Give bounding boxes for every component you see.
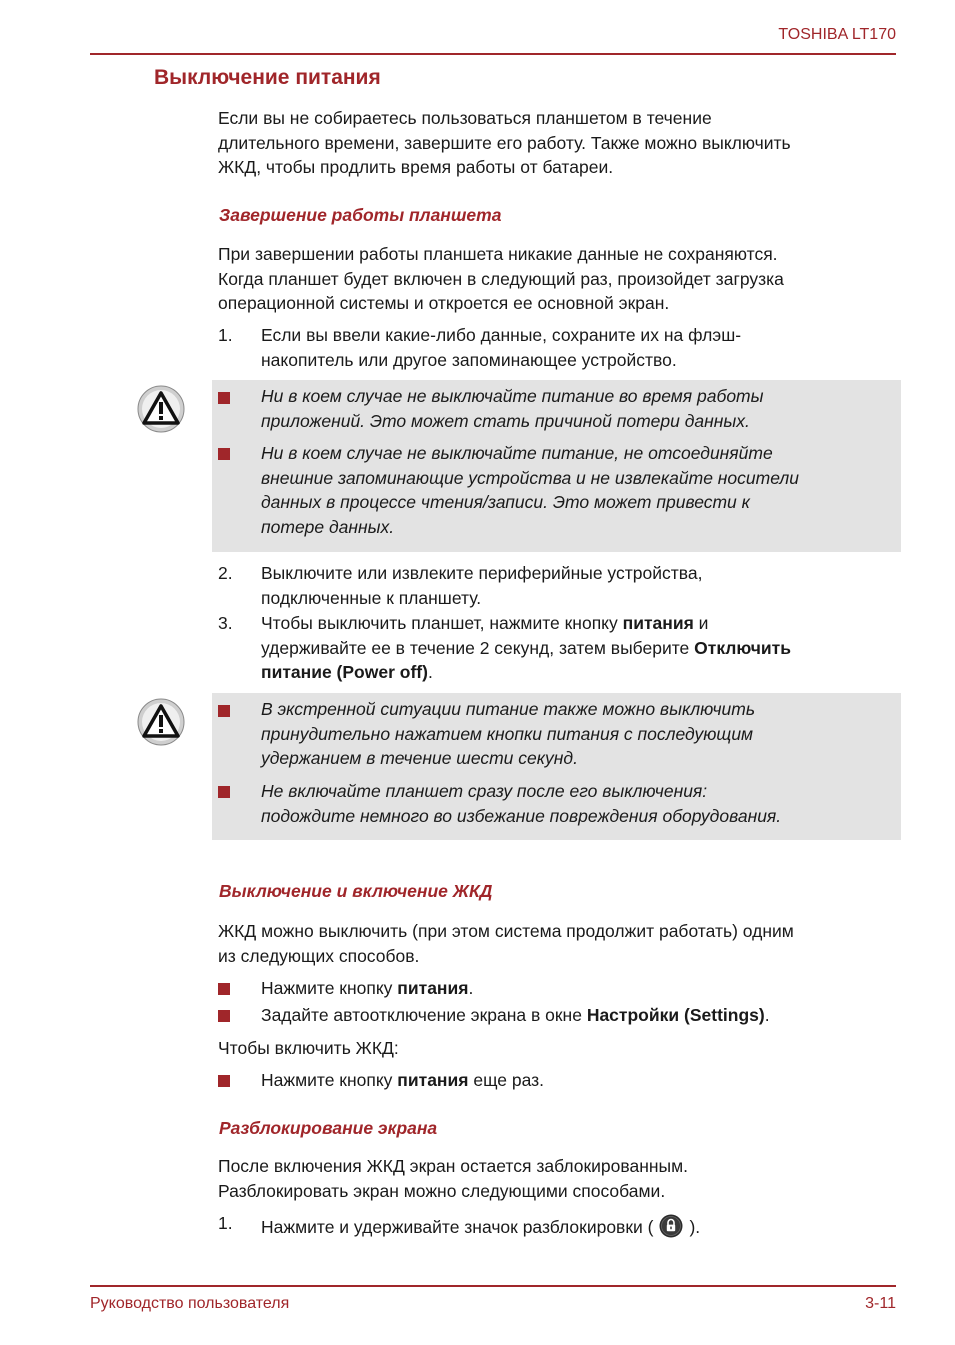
power-off-term: питание (Power off): [261, 662, 428, 682]
text-span: еще раз.: [468, 1070, 545, 1090]
text-line: [261, 660, 901, 685]
bullet-marker: [218, 1075, 230, 1087]
step-text: [261, 323, 901, 372]
text-line: Ни в коем случае не выключайте питание во время работы: [261, 386, 764, 406]
bullet-marker: [218, 786, 230, 798]
text-line: Если вы ввели какие-либо данные, сохраните их на флэш-: [261, 325, 742, 345]
warning-icon: [137, 385, 185, 433]
step-number: 1.: [218, 325, 233, 345]
step-number: 1.: [218, 1213, 233, 1233]
lock-icon: [659, 1214, 683, 1238]
step-text: [261, 1215, 901, 1240]
text-span: ).: [689, 1217, 701, 1237]
step-number: 3.: [218, 613, 233, 633]
warning-note: [212, 380, 901, 552]
step-text: [261, 611, 901, 685]
warning-icon: [137, 698, 185, 746]
text-line: потере данных.: [261, 516, 395, 537]
text-span: удерживайте ее в течение 2 секунд, затем выберите: [261, 637, 695, 658]
intro-paragraph: [218, 106, 898, 180]
text-line: Если вы не собираетесь пользоваться планшетом в течение: [218, 108, 712, 128]
warning-note: [212, 693, 901, 840]
text-line: данных в процессе чтения/записи. Это может привести к: [261, 492, 750, 512]
note-item: [261, 779, 893, 828]
text-span: .: [468, 978, 474, 998]
power-button-term: питания: [397, 1070, 469, 1090]
text-span: Нажмите кнопку: [261, 1070, 398, 1090]
bullet-marker: [218, 448, 230, 460]
running-header: TOSHIBA LT170: [778, 26, 896, 43]
text-line: Не включайте планшет сразу после его выключения:: [261, 781, 708, 801]
text-line: операционной системы и откроется ее основной экран.: [218, 293, 670, 313]
note-item: [261, 441, 893, 539]
text-line: принудительно нажатием кнопки питания с последующим: [261, 723, 754, 744]
subsection-title-lcd: Выключение и включение ЖКД: [219, 881, 493, 901]
text-line: При завершении работы планшета никакие данные не сохраняются.: [218, 244, 778, 264]
text-span: Чтобы выключить планшет, нажмите кнопку: [261, 613, 623, 633]
bullet-marker: [218, 983, 230, 995]
footer-title: Руководство пользователя: [90, 1295, 290, 1312]
lcd-on-label: Чтобы включить ЖКД:: [218, 1038, 399, 1058]
unlock-paragraph: [218, 1154, 898, 1203]
bullet-marker: [218, 705, 230, 717]
text-line: В экстренной ситуации питание также можно выключить: [261, 699, 756, 719]
note-item: [261, 697, 893, 771]
subsection-title-shutdown: Завершение работы планшета: [219, 205, 502, 225]
power-button-term: питания: [397, 978, 469, 998]
lcd-paragraph: [218, 919, 898, 968]
bullet-marker: [218, 392, 230, 404]
power-button-term: питания: [622, 613, 694, 633]
text-line: Ни в коем случае не выключайте питание, не отсоединяйте: [261, 443, 773, 463]
text-line: После включения ЖКД экран остается заблокированным.: [218, 1156, 688, 1176]
footer-rule: [90, 1285, 896, 1287]
text-span: Нажмите и удерживайте значок разблокировки (: [261, 1217, 654, 1237]
step-text: [261, 561, 901, 610]
settings-term: Настройки (Settings): [586, 1005, 765, 1025]
text-line: накопитель или другое запоминающее устройство.: [261, 349, 677, 370]
text-line: из следующих способов.: [218, 945, 420, 966]
text-line: [261, 636, 901, 661]
shutdown-paragraph: [218, 242, 898, 316]
text-line: внешние запоминающие устройства и не извлекайте носители: [261, 467, 799, 488]
bullet-marker: [218, 1010, 230, 1022]
list-item: [261, 1003, 901, 1028]
text-line: подождите немного во избежание повреждения оборудования.: [261, 805, 782, 826]
text-span: .: [764, 1005, 770, 1025]
text-line: длительного времени, завершите его работу. Также можно выключить: [218, 132, 791, 153]
text-line: ЖКД, чтобы продлить время работы от батареи.: [218, 157, 614, 177]
text-span: и: [693, 613, 709, 633]
text-span: .: [427, 662, 433, 682]
text-line: подключенные к планшету.: [261, 587, 482, 608]
power-off-term: Отключить: [694, 637, 791, 658]
header-rule: [90, 53, 896, 55]
section-title: Выключение питания: [154, 66, 381, 89]
text-span: Нажмите кнопку: [261, 978, 398, 998]
list-item: [261, 976, 901, 1001]
text-line: Выключите или извлеките периферийные устройства,: [261, 563, 703, 583]
text-line: удержанием в течение шести секунд.: [261, 748, 578, 768]
note-item: [261, 384, 893, 433]
text-line: приложений. Это может стать причиной потери данных.: [261, 410, 750, 431]
text-line: Разблокировать экран можно следующими способами.: [218, 1180, 666, 1201]
page-number: 3-11: [865, 1295, 896, 1312]
text-line: Когда планшет будет включен в следующий раз, произойдет загрузка: [218, 268, 784, 289]
text-line: [261, 611, 901, 636]
subsection-title-unlock: Разблокирование экрана: [219, 1118, 438, 1138]
text-line: ЖКД можно выключить (при этом система продолжит работать) одним: [218, 921, 794, 941]
list-item: [261, 1068, 901, 1093]
step-number: 2.: [218, 563, 233, 583]
text-span: Задайте автоотключение экрана в окне: [261, 1005, 587, 1025]
